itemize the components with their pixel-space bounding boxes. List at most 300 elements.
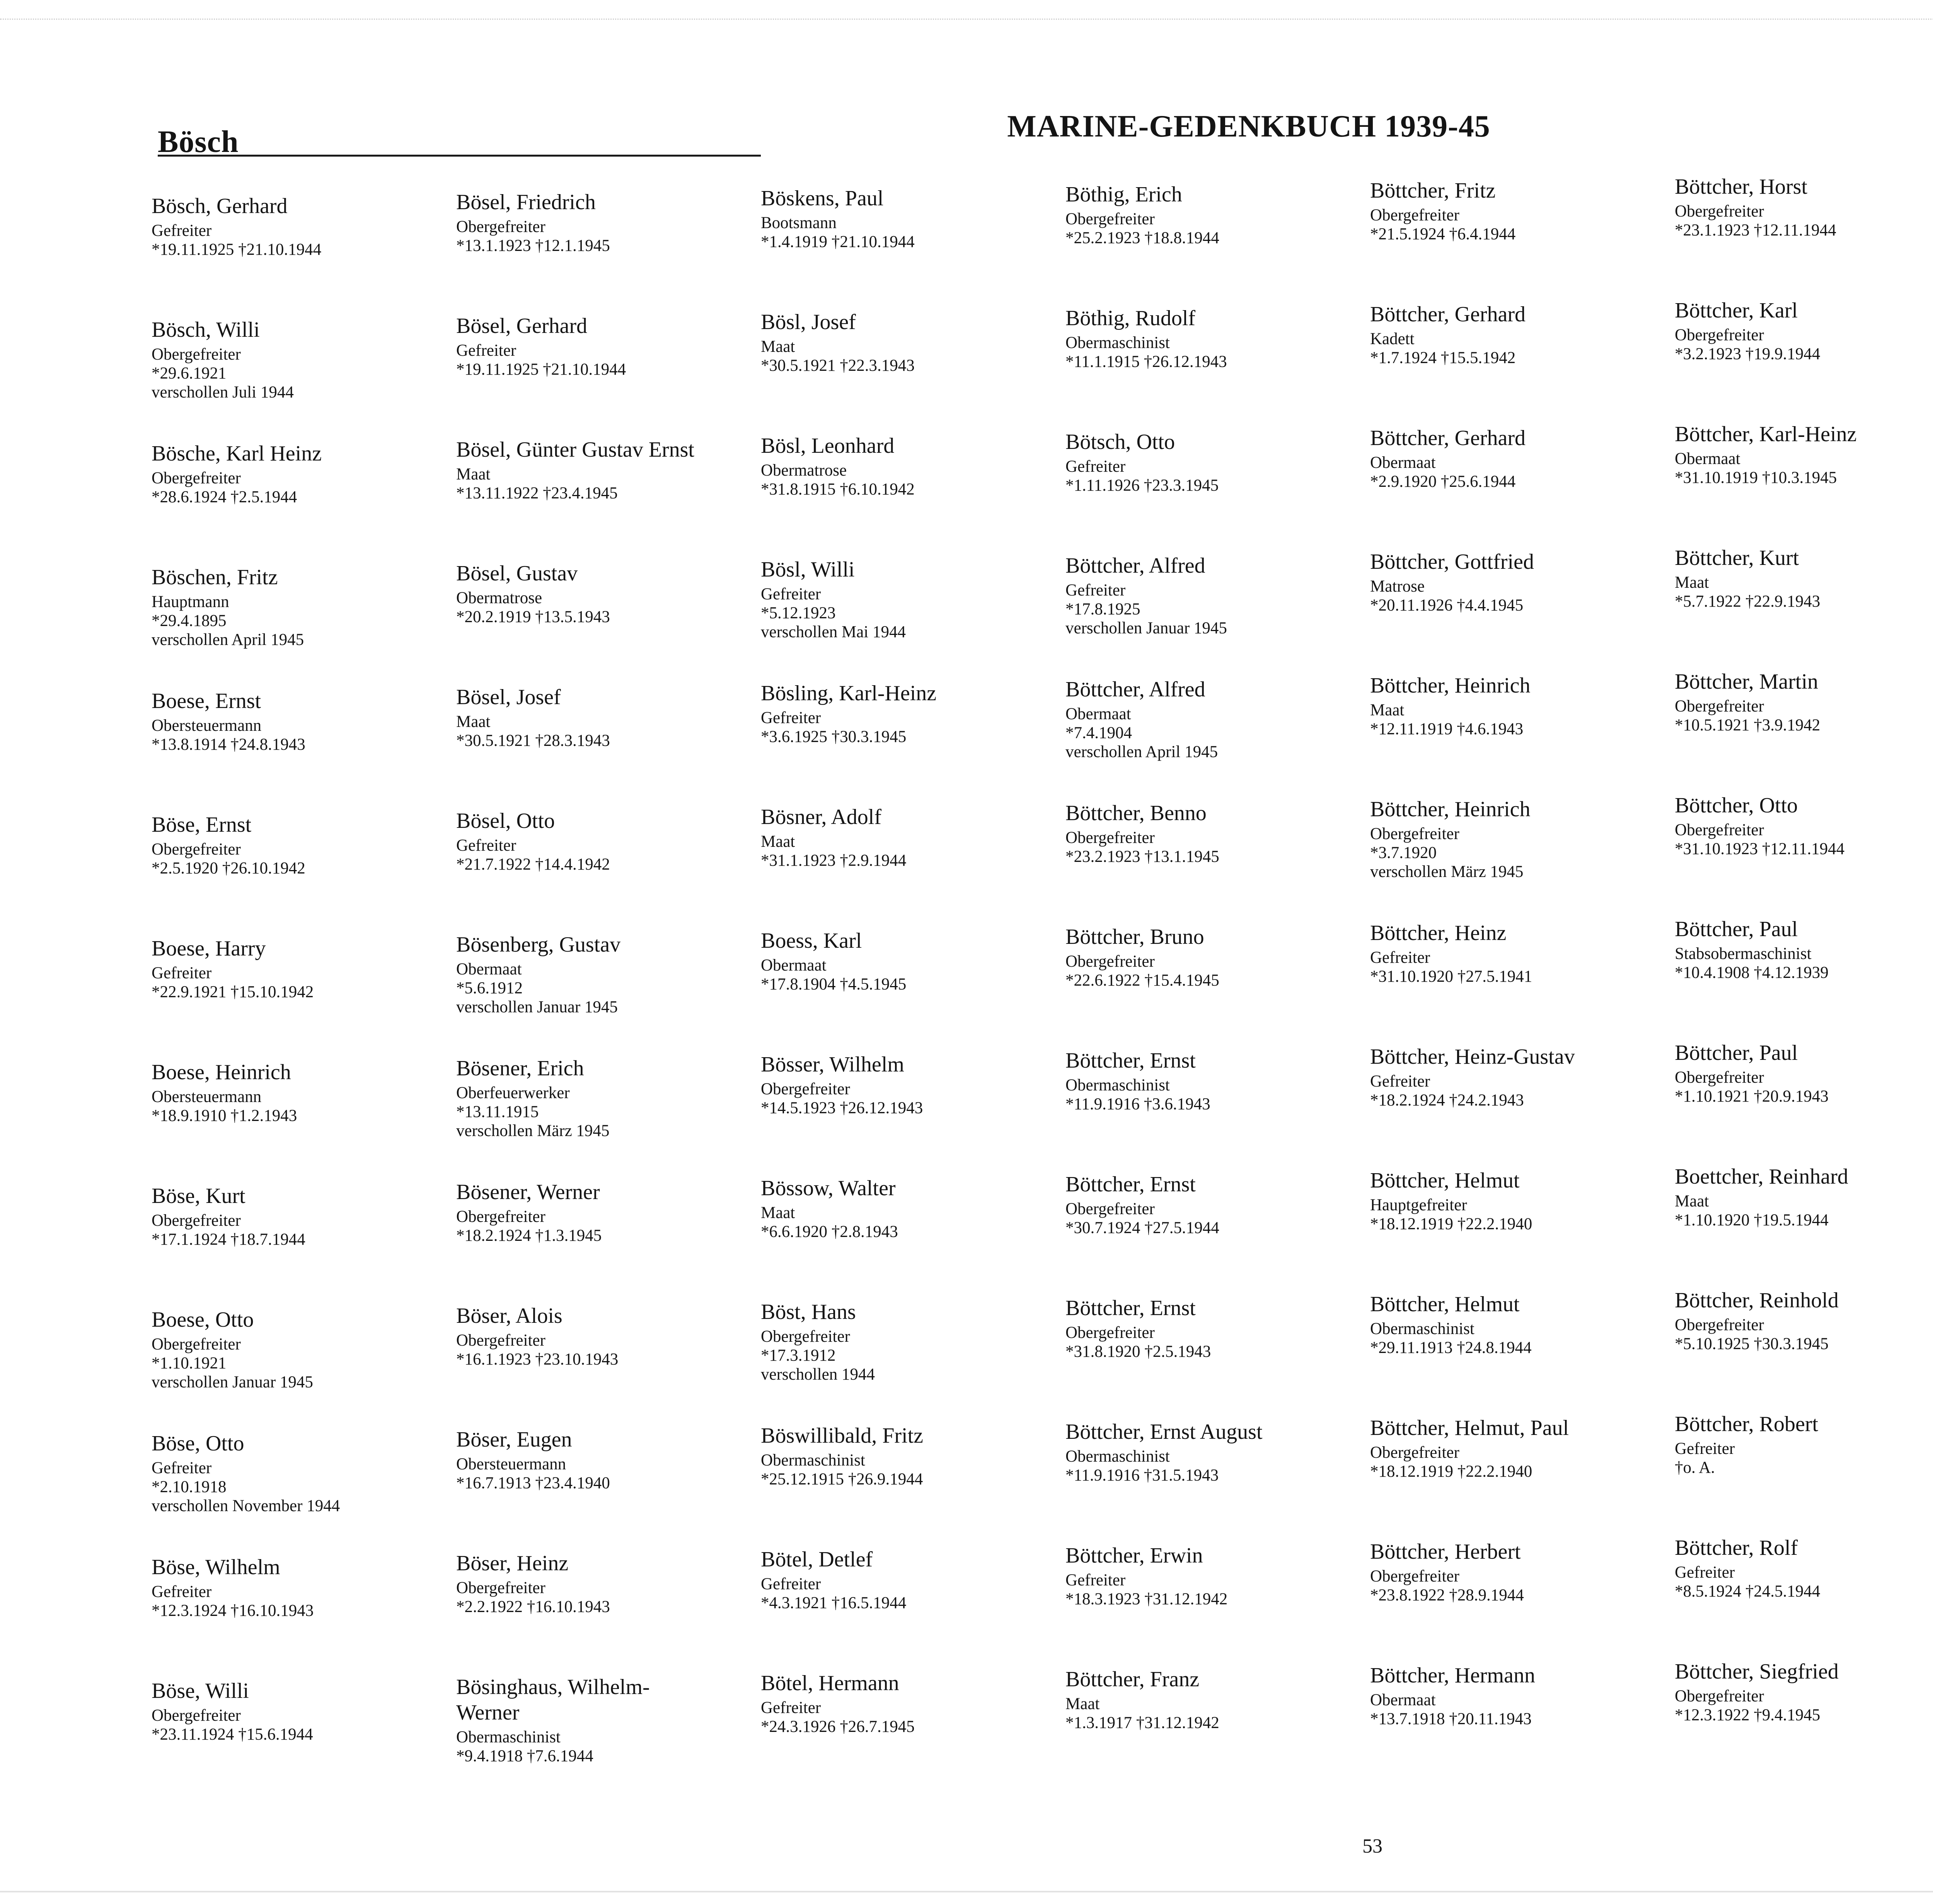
entry-rank: Obergefreiter — [1065, 829, 1155, 847]
entry-rank: Maat — [1675, 1192, 1709, 1210]
entry-dates: *21.7.1922 †14.4.1942 — [456, 855, 610, 874]
entry-dates: *25.2.1923 †18.8.1944 — [1065, 229, 1219, 247]
entry-dates: *13.8.1914 †24.8.1943 — [152, 735, 305, 754]
entry-rank: Obergefreiter — [1675, 697, 1764, 715]
entry-rank: Obergefreiter — [152, 840, 241, 858]
entry-name: Böttcher, Herbert — [1370, 1540, 1521, 1564]
entry-name: Böttcher, Karl-Heinz — [1675, 422, 1857, 446]
entry-name: Böttcher, Ernst — [1065, 1172, 1196, 1196]
entry-rank: Obergefreiter — [1370, 206, 1459, 224]
entry-dates: verschollen April 1945 — [152, 631, 304, 649]
entry-name: Böttcher, Gerhard — [1370, 302, 1526, 326]
entry-dates: *22.9.1921 †15.10.1942 — [152, 983, 314, 1001]
entry-dates: *5.7.1922 †22.9.1943 — [1675, 592, 1820, 611]
memorial-entry — [456, 808, 758, 932]
entry-dates: *5.6.1912 — [456, 979, 523, 997]
entry-dates: verschollen Januar 1945 — [152, 1373, 313, 1391]
entry-dates: verschollen Mai 1944 — [761, 623, 906, 641]
memorial-entry — [456, 1303, 758, 1427]
entry-dates: *23.1.1923 †12.11.1944 — [1675, 221, 1836, 239]
entry-dates: *10.4.1908 †4.12.1939 — [1675, 964, 1829, 982]
entry-rank: Maat — [456, 713, 491, 731]
entry-name: Bösenberg, Gustav — [456, 933, 621, 957]
entry-dates: *19.11.1925 †21.10.1944 — [456, 360, 626, 379]
entry-dates: *14.5.1923 †26.12.1943 — [761, 1099, 923, 1117]
memorial-entry — [456, 1674, 758, 1798]
entry-column — [1065, 182, 1367, 1806]
entry-rank: Obergefreiter — [152, 1335, 241, 1353]
memorial-entry — [1370, 302, 1672, 425]
entry-dates: *11.9.1916 †3.6.1943 — [1065, 1095, 1210, 1113]
memorial-entry — [456, 1056, 758, 1179]
entry-name: Böttcher, Gerhard — [1370, 426, 1526, 450]
entry-name: Bötsch, Otto — [1065, 430, 1175, 454]
memorial-entry — [1370, 920, 1672, 1044]
entry-dates: *5.12.1923 — [761, 604, 836, 622]
entry-dates: *29.6.1921 — [152, 364, 227, 382]
memorial-entry — [1370, 425, 1672, 549]
memorial-entry — [1065, 553, 1367, 677]
entry-rank: Obergefreiter — [1675, 326, 1764, 344]
entry-name: Böttcher, Alfred — [1065, 677, 1205, 701]
entry-name: Böttcher, Heinrich — [1370, 797, 1531, 821]
entry-dates: *1.4.1919 †21.10.1944 — [761, 233, 915, 251]
entry-dates: *18.3.1923 †31.12.1942 — [1065, 1590, 1228, 1608]
entry-name: Bösel, Gerhard — [456, 314, 588, 338]
entry-dates: *31.10.1923 †12.11.1944 — [1675, 840, 1845, 858]
entry-name: Bösinghaus, Wilhelm-Werner — [456, 1675, 650, 1725]
entry-dates: *18.2.1924 †1.3.1945 — [456, 1227, 602, 1245]
entry-name: Böskens, Paul — [761, 186, 884, 210]
entry-rank: Gefreiter — [761, 1575, 821, 1593]
entry-rank: Gefreiter — [152, 222, 212, 240]
memorial-entry — [152, 317, 453, 441]
entry-dates: *1.11.1926 †23.3.1945 — [1065, 476, 1219, 495]
entry-dates: *8.5.1924 †24.5.1944 — [1675, 1582, 1820, 1600]
entry-name: Boese, Ernst — [152, 689, 261, 713]
entry-name: Bösner, Adolf — [761, 805, 881, 829]
entry-dates: *18.9.1910 †1.2.1943 — [152, 1107, 297, 1125]
entry-rank: Obermaschinist — [1370, 1320, 1474, 1338]
entry-dates: *13.7.1918 †20.11.1943 — [1370, 1710, 1532, 1728]
entry-dates: *25.12.1915 †26.9.1944 — [761, 1470, 923, 1488]
entry-dates: verschollen März 1945 — [1370, 863, 1524, 881]
memorial-entry — [152, 688, 453, 812]
entry-name: Böttcher, Martin — [1675, 670, 1818, 694]
memorial-entry — [152, 1059, 453, 1183]
entry-rank: Gefreiter — [456, 836, 516, 855]
entry-rank: Stabsobermaschinist — [1675, 945, 1812, 963]
entry-rank: Obermaat — [1370, 454, 1436, 472]
entry-dates: *1.10.1920 †19.5.1944 — [1675, 1211, 1829, 1229]
entry-dates: *30.5.1921 †22.3.1943 — [761, 357, 915, 375]
entry-name: Boese, Heinrich — [152, 1060, 291, 1084]
entry-name: Böse, Otto — [152, 1431, 244, 1455]
entry-rank: Obergefreiter — [761, 1327, 850, 1346]
entry-rank: Obergefreiter — [456, 1579, 545, 1597]
entry-rank: Obergefreiter — [1675, 1316, 1764, 1334]
entry-name: Böttcher, Fritz — [1370, 179, 1496, 203]
memorial-entry — [1370, 797, 1672, 920]
memorial-entry — [1370, 178, 1672, 302]
entry-dates: *3.6.1925 †30.3.1945 — [761, 728, 907, 746]
memorial-entry — [761, 557, 1062, 681]
entry-rank: Hauptmann — [152, 593, 229, 611]
entry-rank: Obermaat — [761, 956, 827, 974]
memorial-entry — [761, 309, 1062, 433]
entry-rank: Matrose — [1370, 577, 1425, 595]
entry-rank: Obergefreiter — [456, 1331, 545, 1350]
memorial-entry — [1065, 1419, 1367, 1543]
entry-dates: *16.1.1923 †23.10.1943 — [456, 1350, 619, 1368]
entry-dates: *2.10.1918 — [152, 1478, 227, 1496]
entry-name: Böttcher, Gottfried — [1370, 550, 1534, 574]
entry-dates: *23.2.1923 †13.1.1945 — [1065, 848, 1219, 866]
page-edge-top — [0, 19, 1933, 20]
entry-rank: Gefreiter — [1370, 949, 1430, 967]
entry-name: Böse, Kurt — [152, 1184, 245, 1208]
entry-rank: Gefreiter — [1065, 581, 1126, 599]
entry-dates: *23.11.1924 †15.6.1944 — [152, 1725, 313, 1744]
entry-rank: Gefreiter — [152, 1583, 212, 1601]
entry-dates: *18.2.1924 †24.2.1943 — [1370, 1091, 1524, 1109]
memorial-entry — [761, 928, 1062, 1052]
entry-dates: verschollen November 1944 — [152, 1497, 340, 1515]
entry-rank: Obermaat — [1370, 1691, 1436, 1709]
entry-rank: Obergefreiter — [456, 218, 545, 236]
entry-name: Bösel, Gustav — [456, 561, 578, 585]
memorial-entry — [1065, 1048, 1367, 1172]
entry-rank: Obergefreiter — [152, 345, 241, 363]
entry-rank: Kadett — [1370, 330, 1415, 348]
entry-name: Bösel, Friedrich — [456, 190, 596, 214]
entry-dates: *29.4.1895 — [152, 612, 227, 630]
memorial-entry — [1065, 677, 1367, 800]
memorial-entry — [761, 681, 1062, 804]
entry-dates: †o. A. — [1675, 1459, 1715, 1477]
memorial-entry — [1065, 429, 1367, 553]
entry-name: Böthig, Erich — [1065, 183, 1182, 206]
memorial-entry — [1675, 669, 1933, 793]
entry-name: Böttcher, Helmut, Paul — [1370, 1416, 1569, 1440]
entry-name: Bösener, Erich — [456, 1056, 584, 1080]
entry-rank: Obergefreiter — [1065, 952, 1155, 971]
entry-column — [1675, 174, 1933, 1798]
memorial-entry — [1675, 916, 1933, 1040]
entry-rank: Obergefreiter — [1675, 1687, 1764, 1705]
running-head-left: Bösch — [158, 125, 239, 159]
memorial-entry — [152, 565, 453, 688]
entry-dates: *13.11.1922 †23.4.1945 — [456, 484, 618, 502]
memorial-entry — [456, 561, 758, 684]
entry-dates: *1.10.1921 — [152, 1354, 227, 1372]
memorial-entry — [1370, 1415, 1672, 1539]
entry-dates: *31.10.1919 †10.3.1945 — [1675, 469, 1837, 487]
entry-rank: Obergefreiter — [1370, 1443, 1459, 1462]
entry-rank: Gefreiter — [1675, 1563, 1735, 1582]
entry-dates: *12.3.1922 †9.4.1945 — [1675, 1706, 1820, 1724]
entry-rank: Obergefreiter — [1370, 1567, 1459, 1585]
entry-name: Bösche, Karl Heinz — [152, 442, 322, 466]
entry-rank: Obergefreiter — [152, 1706, 241, 1725]
memorial-entry — [456, 684, 758, 808]
memorial-entry — [456, 313, 758, 437]
memorial-entry — [456, 1179, 758, 1303]
entry-column — [1370, 178, 1672, 1802]
memorial-entry — [761, 1052, 1062, 1175]
entry-name: Bösl, Willi — [761, 558, 855, 582]
entry-dates: *17.8.1925 — [1065, 600, 1140, 618]
memorial-entry — [1065, 1667, 1367, 1790]
memorial-entry — [1065, 1172, 1367, 1295]
entry-dates: *19.11.1925 †21.10.1944 — [152, 241, 322, 259]
entry-name: Böttcher, Karl — [1675, 299, 1798, 322]
entry-name: Böttcher, Bruno — [1065, 925, 1204, 949]
entry-name: Böttcher, Alfred — [1065, 554, 1205, 578]
memorial-entry — [1065, 305, 1367, 429]
entry-dates: *6.6.1920 †2.8.1943 — [761, 1223, 898, 1241]
memorial-entry — [456, 1551, 758, 1674]
entry-dates: *31.1.1923 †2.9.1944 — [761, 851, 907, 870]
entry-name: Böttcher, Heinz-Gustav — [1370, 1045, 1575, 1069]
memorial-entry — [152, 1183, 453, 1307]
entry-name: Bösener, Werner — [456, 1180, 600, 1204]
entry-name: Böttcher, Franz — [1065, 1667, 1200, 1691]
page-edge-bottom — [0, 1891, 1933, 1892]
entry-name: Bösch, Willi — [152, 318, 260, 342]
entry-dates: *18.12.1919 †22.2.1940 — [1370, 1462, 1532, 1481]
entry-name: Böttcher, Ernst — [1065, 1049, 1196, 1073]
memorial-entry — [761, 1175, 1062, 1299]
entry-rank: Obermaschinist — [1065, 1076, 1170, 1094]
entry-name: Bötel, Detlef — [761, 1547, 873, 1571]
memorial-entry — [1370, 549, 1672, 673]
memorial-entry — [1065, 800, 1367, 924]
memorial-entry — [152, 1678, 453, 1802]
entry-rank: Gefreiter — [152, 1459, 212, 1477]
entry-name: Böschen, Fritz — [152, 565, 278, 589]
entry-rank: Obergefreiter — [1370, 825, 1459, 843]
entry-dates: *1.7.1924 †15.5.1942 — [1370, 349, 1516, 367]
memorial-entry — [456, 437, 758, 561]
memorial-entry — [152, 1307, 453, 1431]
memorial-entry — [1675, 1535, 1933, 1659]
entry-name: Böswillibald, Fritz — [761, 1424, 923, 1448]
entry-dates: *18.12.1919 †22.2.1940 — [1370, 1215, 1532, 1233]
entry-dates: verschollen Januar 1945 — [456, 998, 618, 1016]
memorial-entry — [761, 1547, 1062, 1670]
entry-name: Boettcher, Reinhard — [1675, 1165, 1848, 1189]
entry-dates: *29.11.1913 †24.8.1944 — [1370, 1339, 1532, 1357]
entry-dates: *31.8.1920 †2.5.1943 — [1065, 1343, 1211, 1361]
entry-rank: Gefreiter — [456, 341, 516, 360]
entry-rank: Obergefreiter — [1065, 1324, 1155, 1342]
entry-name: Böttcher, Hermann — [1370, 1663, 1535, 1687]
memorial-entry — [456, 189, 758, 313]
memorial-entry — [1370, 1539, 1672, 1663]
entry-column — [456, 189, 758, 1814]
entry-rank: Obermaschinist — [456, 1728, 561, 1746]
entry-rank: Obersteuermann — [152, 717, 262, 735]
memorial-entry — [1675, 793, 1933, 916]
entry-name: Bösl, Leonhard — [761, 434, 895, 458]
memorial-entry — [1675, 1411, 1933, 1535]
entry-rank: Obergefreiter — [456, 1208, 545, 1226]
entry-rank: Hauptgefreiter — [1370, 1196, 1467, 1214]
entry-dates: *13.11.1915 — [456, 1103, 539, 1121]
entry-rank: Obermaschinist — [1065, 1447, 1170, 1466]
entry-name: Böttcher, Otto — [1675, 793, 1798, 817]
memorial-entry — [456, 1427, 758, 1551]
entry-name: Böttcher, Helmut — [1370, 1292, 1520, 1316]
memorial-entry — [1065, 182, 1367, 305]
entry-rank: Oberfeuerwerker — [456, 1084, 570, 1102]
entry-dates: *16.7.1913 †23.4.1940 — [456, 1474, 610, 1492]
entry-name: Boess, Karl — [761, 929, 862, 953]
memorial-entry — [456, 932, 758, 1056]
entry-rank: Gefreiter — [1370, 1072, 1430, 1090]
entry-rank: Obermaat — [1675, 450, 1740, 468]
entry-dates: *31.8.1915 †6.10.1942 — [761, 480, 915, 498]
entry-rank: Obergefreiter — [1065, 210, 1155, 228]
entry-dates: verschollen 1944 — [761, 1365, 875, 1384]
entry-name: Böttcher, Heinrich — [1370, 674, 1531, 698]
entry-dates: verschollen Januar 1945 — [1065, 619, 1227, 637]
entry-rank: Bootsmann — [761, 214, 837, 232]
entry-dates: *12.3.1924 †16.10.1943 — [152, 1602, 314, 1620]
book-title: MARINE-GEDENKBUCH 1939-45 — [1007, 109, 1490, 143]
entry-name: Boese, Otto — [152, 1308, 254, 1332]
entry-name: Böttcher, Paul — [1675, 917, 1798, 941]
memorial-entry — [1065, 1295, 1367, 1419]
entry-name: Böse, Willi — [152, 1679, 249, 1703]
entry-dates: *24.3.1926 †26.7.1945 — [761, 1718, 915, 1736]
memorial-entry — [761, 186, 1062, 309]
entry-name: Böse, Wilhelm — [152, 1555, 280, 1579]
memorial-entry — [1675, 1659, 1933, 1783]
entry-rank: Obermaschinist — [761, 1451, 865, 1469]
entry-rank: Maat — [761, 338, 795, 356]
entry-name: Böttcher, Paul — [1675, 1041, 1798, 1065]
memorial-entry — [1370, 673, 1672, 797]
entry-name: Böttcher, Helmut — [1370, 1169, 1520, 1193]
entry-dates: *31.10.1920 †27.5.1941 — [1370, 967, 1532, 986]
memorial-entry — [1675, 421, 1933, 545]
entry-rank: Maat — [1370, 701, 1405, 719]
entry-name: Böst, Hans — [761, 1300, 856, 1324]
entry-dates: *11.1.1915 †26.12.1943 — [1065, 353, 1227, 371]
memorial-entry — [152, 1554, 453, 1678]
entry-dates: *28.6.1924 †2.5.1944 — [152, 488, 297, 506]
memorial-entry — [1370, 1044, 1672, 1168]
entry-dates: *7.4.1904 — [1065, 724, 1132, 742]
memorial-entry — [1675, 298, 1933, 421]
entry-name: Böser, Alois — [456, 1304, 563, 1328]
entry-name: Böttcher, Kurt — [1675, 546, 1799, 570]
entry-dates: *3.2.1923 †19.9.1944 — [1675, 345, 1820, 363]
entry-dates: *30.7.1924 †27.5.1944 — [1065, 1219, 1219, 1237]
entry-dates: *21.5.1924 †6.4.1944 — [1370, 225, 1516, 243]
entry-rank: Obermatrose — [761, 461, 847, 479]
entry-dates: *5.10.1925 †30.3.1945 — [1675, 1335, 1829, 1353]
memorial-entry — [1675, 1288, 1933, 1411]
entry-name: Bösser, Wilhelm — [761, 1053, 904, 1077]
entry-dates: verschollen März 1945 — [456, 1122, 610, 1140]
entry-dates: *13.1.1923 †12.1.1945 — [456, 237, 610, 255]
memorial-entry — [1675, 1040, 1933, 1164]
memorial-entry — [761, 433, 1062, 557]
entry-rank: Gefreiter — [1065, 1571, 1126, 1589]
memorial-entry — [152, 936, 453, 1059]
memorial-entry — [1370, 1663, 1672, 1786]
entry-dates: *17.3.1912 — [761, 1346, 836, 1365]
memorial-entry — [761, 1670, 1062, 1794]
entry-rank: Maat — [1065, 1695, 1100, 1713]
memorial-entry — [1675, 174, 1933, 298]
entry-name: Bösel, Josef — [456, 685, 561, 709]
entry-rank: Maat — [456, 465, 491, 483]
entry-dates: *20.2.1919 †13.5.1943 — [456, 608, 610, 626]
entry-rank: Obersteuermann — [456, 1455, 566, 1473]
entry-dates: *17.1.1924 †18.7.1944 — [152, 1230, 305, 1249]
entry-dates: *12.11.1919 †4.6.1943 — [1370, 720, 1524, 738]
entry-dates: *2.9.1920 †25.6.1944 — [1370, 473, 1516, 491]
memorial-entry — [1675, 545, 1933, 669]
entry-name: Bösling, Karl-Heinz — [761, 681, 937, 705]
entry-rank: Gefreiter — [1065, 457, 1126, 476]
entry-rank: Obermaat — [1065, 705, 1131, 723]
memorial-entry — [761, 1423, 1062, 1547]
entry-rank: Gefreiter — [761, 709, 821, 727]
entry-name: Böttcher, Horst — [1675, 175, 1808, 199]
entry-dates: *1.10.1921 †20.9.1943 — [1675, 1087, 1829, 1106]
entry-name: Böser, Heinz — [456, 1551, 569, 1575]
entry-dates: *3.7.1920 — [1370, 844, 1437, 862]
entry-dates: *2.5.1920 †26.10.1942 — [152, 859, 305, 877]
entry-dates: *2.2.1922 †16.10.1943 — [456, 1598, 610, 1616]
entry-name: Bösch, Gerhard — [152, 194, 288, 218]
entry-name: Böser, Eugen — [456, 1428, 572, 1452]
entry-name: Böttcher, Ernst — [1065, 1296, 1196, 1320]
entry-dates: *30.5.1921 †28.3.1943 — [456, 732, 610, 750]
memorial-entry — [761, 804, 1062, 928]
page-number: 53 — [1362, 1835, 1382, 1857]
entry-columns — [152, 175, 1933, 1817]
entry-rank: Obersteuermann — [152, 1088, 262, 1106]
entry-dates: *23.8.1922 †28.9.1944 — [1370, 1586, 1524, 1604]
entry-dates: *9.4.1918 †7.6.1944 — [456, 1747, 593, 1765]
memorial-entry — [152, 812, 453, 936]
memorial-entry — [1065, 924, 1367, 1048]
entry-name: Böttcher, Rolf — [1675, 1536, 1798, 1560]
entry-name: Bössow, Walter — [761, 1176, 896, 1200]
entry-name: Bösel, Otto — [456, 809, 555, 833]
entry-rank: Obergefreiter — [761, 1080, 850, 1098]
entry-name: Böttcher, Reinhold — [1675, 1288, 1839, 1312]
entry-rank: Obermaat — [456, 960, 522, 978]
entry-name: Böttcher, Siegfried — [1675, 1660, 1839, 1684]
entry-rank: Obergefreiter — [152, 1211, 241, 1230]
entry-name: Bötel, Hermann — [761, 1671, 899, 1695]
entry-name: Bösel, Günter Gustav Ernst — [456, 438, 694, 462]
entry-rank: Maat — [761, 833, 795, 851]
entry-rank: Gefreiter — [761, 585, 821, 603]
memorial-entry — [152, 441, 453, 565]
entry-rank: Obergefreiter — [152, 469, 241, 487]
entry-rank: Gefreiter — [1675, 1440, 1735, 1458]
header-rule-left — [158, 155, 761, 157]
entry-dates: *10.5.1921 †3.9.1942 — [1675, 716, 1820, 734]
